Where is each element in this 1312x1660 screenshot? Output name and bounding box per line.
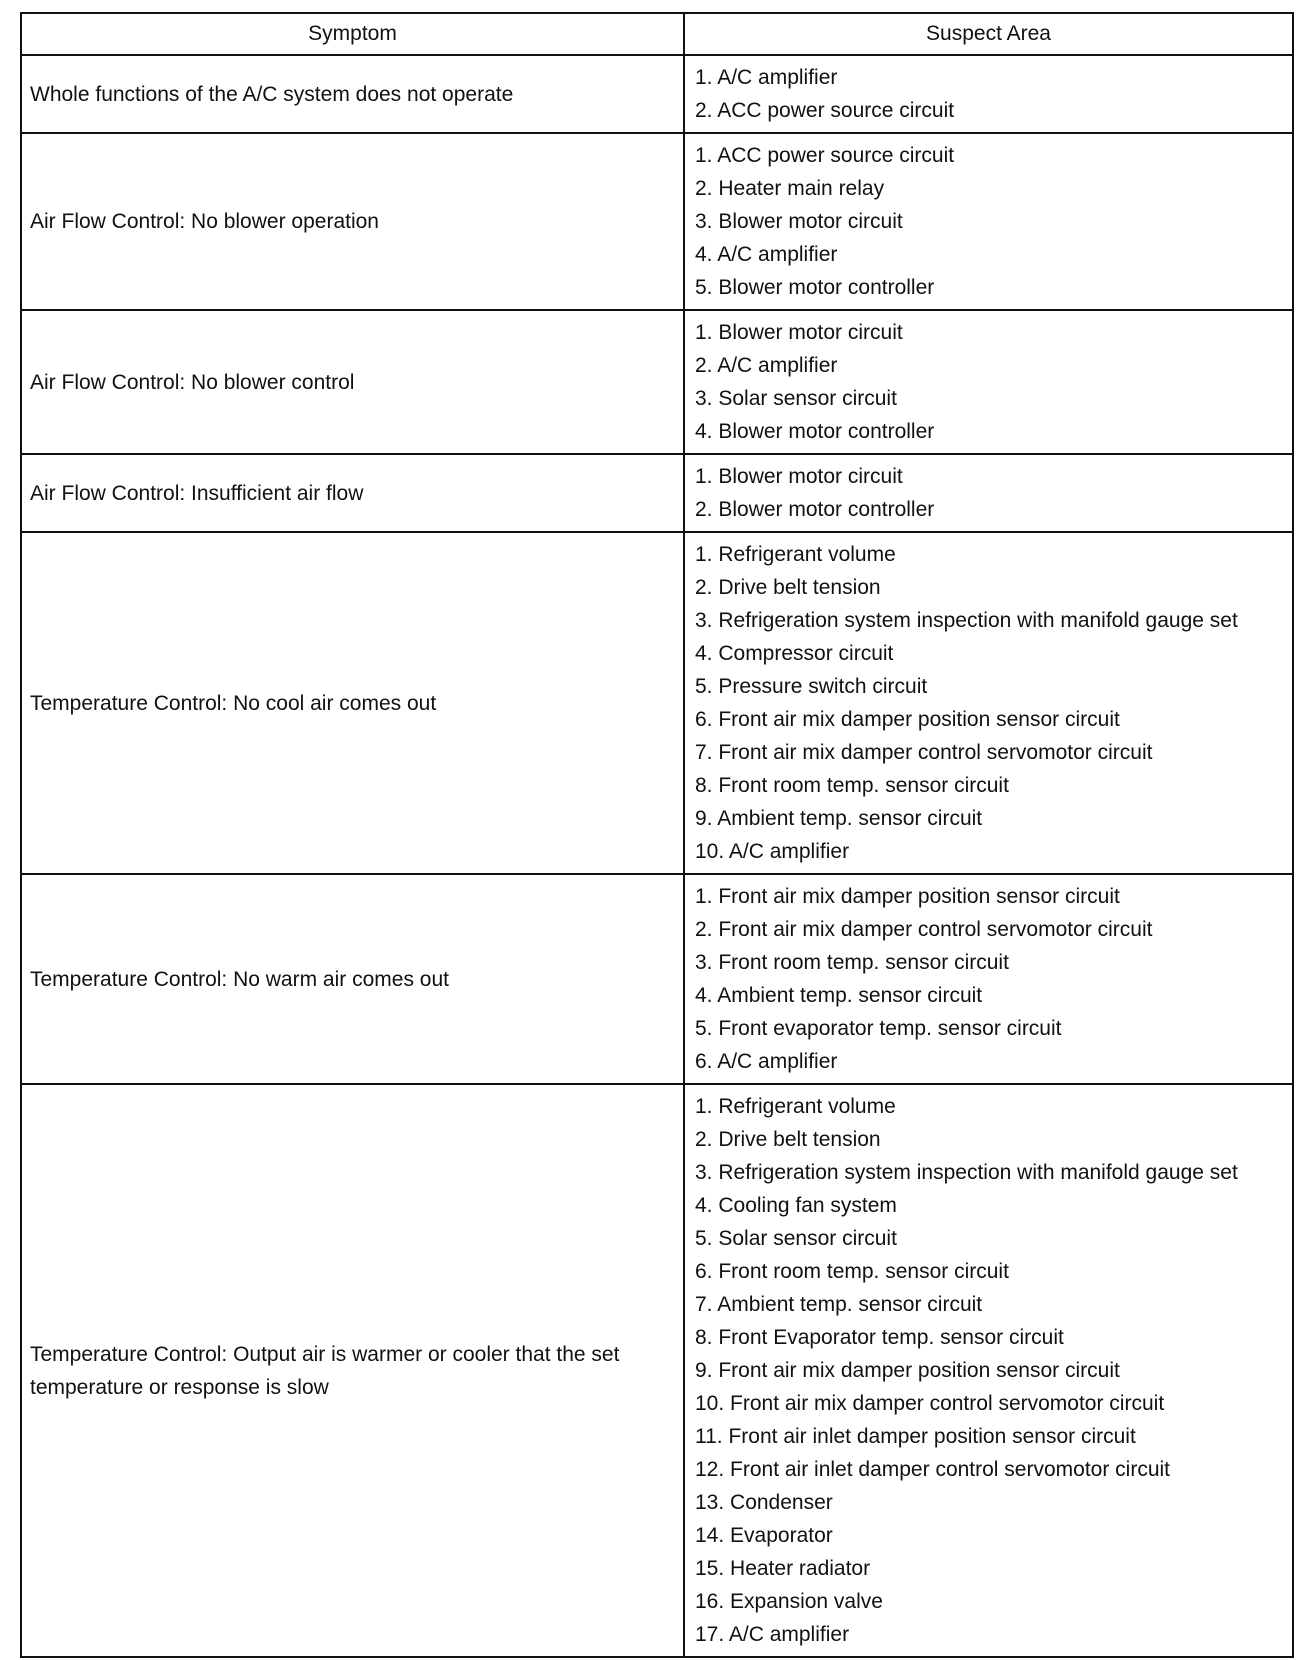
suspect-area-item: 1. A/C amplifier <box>695 66 838 89</box>
suspect-area-item: 10. A/C amplifier <box>695 840 850 863</box>
table-row <box>21 55 1293 133</box>
suspect-area-cell <box>684 874 1293 1084</box>
symptom-table <box>20 12 1294 1658</box>
suspect-area-item: 4. Cooling fan system <box>695 1194 897 1217</box>
table-row <box>21 1084 1293 1657</box>
symptom-cell: Temperature Control: No warm air comes out <box>21 874 684 1084</box>
suspect-area-item: 4. A/C amplifier <box>695 243 838 266</box>
suspect-area-item: 2. Drive belt tension <box>695 576 881 599</box>
suspect-area-item: 5. Pressure switch circuit <box>695 675 928 698</box>
suspect-area-item: 5. Front evaporator temp. sensor circuit <box>695 1017 1062 1040</box>
symptom-column-header: Symptom <box>21 13 684 55</box>
suspect-area-item: 9. Ambient temp. sensor circuit <box>695 807 983 830</box>
suspect-area-item: 1. Blower motor circuit <box>695 321 903 344</box>
suspect-area-item: 8. Front room temp. sensor circuit <box>695 774 1009 797</box>
suspect-area-list <box>695 61 1286 127</box>
suspect-area-item: 2. Drive belt tension <box>695 1128 881 1151</box>
suspect-area-item: 1. Refrigerant volume <box>695 543 896 566</box>
suspect-area-item: 7. Ambient temp. sensor circuit <box>695 1293 983 1316</box>
symptom-cell: Air Flow Control: No blower operation <box>21 133 684 310</box>
suspect-area-list <box>695 139 1286 304</box>
table-row <box>21 532 1293 874</box>
suspect-area-item: 17. A/C amplifier <box>695 1623 850 1646</box>
suspect-area-item: 2. A/C amplifier <box>695 354 838 377</box>
suspect-area-list <box>695 880 1286 1078</box>
suspect-area-item: 10. Front air mix damper control servomotor circuit <box>695 1392 1165 1415</box>
table-row <box>21 133 1293 310</box>
suspect-area-list <box>695 316 1286 448</box>
table-row <box>21 310 1293 454</box>
suspect-area-cell <box>684 1084 1293 1657</box>
suspect-area-item: 5. Blower motor controller <box>695 276 935 299</box>
suspect-area-item: 11. Front air inlet damper position sensor circuit <box>695 1425 1136 1448</box>
suspect-area-item: 5. Solar sensor circuit <box>695 1227 897 1250</box>
suspect-area-cell <box>684 55 1293 133</box>
suspect-area-cell <box>684 310 1293 454</box>
suspect-area-item: 2. ACC power source circuit <box>695 99 955 122</box>
suspect-area-list <box>695 460 1286 526</box>
symptom-cell: Air Flow Control: Insufficient air flow <box>21 454 684 532</box>
suspect-area-item: 12. Front air inlet damper control servomotor circuit <box>695 1458 1171 1481</box>
symptom-cell: Whole functions of the A/C system does not operate <box>21 55 684 133</box>
suspect-area-item: 2. Blower motor controller <box>695 498 935 521</box>
suspect-area-item: 3. Refrigeration system inspection with manifold gauge set <box>695 609 1238 632</box>
suspect-area-item: 6. Front air mix damper position sensor circuit <box>695 708 1120 731</box>
suspect-area-item: 4. Ambient temp. sensor circuit <box>695 984 983 1007</box>
table-row <box>21 454 1293 532</box>
suspect-area-cell <box>684 454 1293 532</box>
table-header-row <box>21 13 1293 55</box>
suspect-area-item: 3. Blower motor circuit <box>695 210 903 233</box>
suspect-area-item: 1. Blower motor circuit <box>695 465 903 488</box>
suspect-area-item: 3. Front room temp. sensor circuit <box>695 951 1009 974</box>
table-body <box>21 55 1293 1657</box>
table-row <box>21 874 1293 1084</box>
suspect-area-item: 1. Refrigerant volume <box>695 1095 896 1118</box>
suspect-area-cell <box>684 133 1293 310</box>
suspect-area-item: 2. Heater main relay <box>695 177 885 200</box>
suspect-area-list <box>695 1090 1286 1651</box>
suspect-area-item: 9. Front air mix damper position sensor circuit <box>695 1359 1120 1382</box>
suspect-area-item: 1. ACC power source circuit <box>695 144 955 167</box>
symptom-cell: Air Flow Control: No blower control <box>21 310 684 454</box>
suspect-area-item: 16. Expansion valve <box>695 1590 883 1613</box>
suspect-area-item: 8. Front Evaporator temp. sensor circuit <box>695 1326 1064 1349</box>
suspect-area-column-header: Suspect Area <box>684 13 1293 55</box>
symptom-cell: Temperature Control: No cool air comes out <box>21 532 684 874</box>
suspect-area-item: 6. A/C amplifier <box>695 1050 838 1073</box>
suspect-area-item: 4. Blower motor controller <box>695 420 935 443</box>
suspect-area-item: 1. Front air mix damper position sensor circuit <box>695 885 1120 908</box>
suspect-area-item: 13. Condenser <box>695 1491 833 1514</box>
suspect-area-item: 2. Front air mix damper control servomotor circuit <box>695 918 1153 941</box>
suspect-area-item: 3. Refrigeration system inspection with manifold gauge set <box>695 1161 1238 1184</box>
symptom-cell: Temperature Control: Output air is warmer or cooler that the set temperature or response is slow <box>21 1084 684 1657</box>
suspect-area-list <box>695 538 1286 868</box>
suspect-area-item: 15. Heater radiator <box>695 1557 871 1580</box>
suspect-area-cell <box>684 532 1293 874</box>
suspect-area-item: 6. Front room temp. sensor circuit <box>695 1260 1009 1283</box>
suspect-area-item: 7. Front air mix damper control servomotor circuit <box>695 741 1153 764</box>
suspect-area-item: 4. Compressor circuit <box>695 642 894 665</box>
suspect-area-item: 14. Evaporator <box>695 1524 833 1547</box>
suspect-area-item: 3. Solar sensor circuit <box>695 387 897 410</box>
